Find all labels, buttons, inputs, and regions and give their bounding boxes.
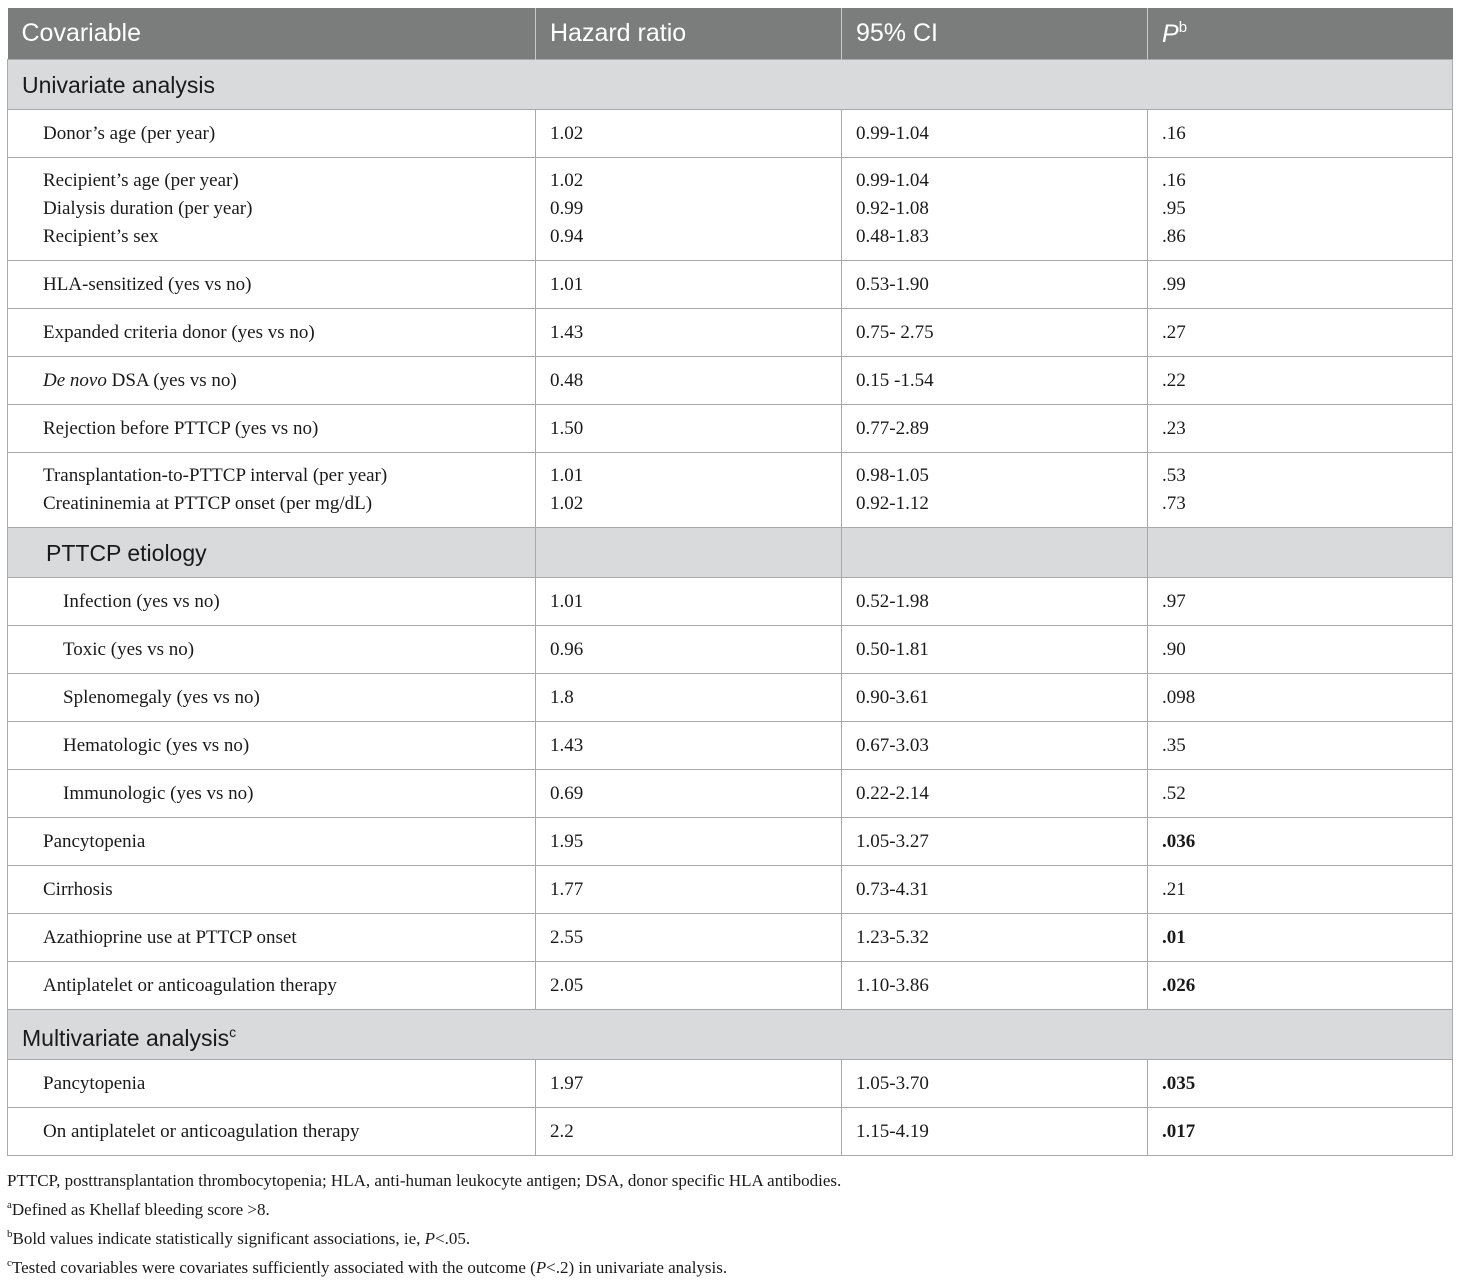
- table-row: [8, 405, 1453, 453]
- footnote-a: [7, 1193, 1452, 1222]
- row-label-group: [8, 453, 536, 528]
- row-ci: 0.48-1.83: [856, 226, 929, 247]
- row-label: Recipient’s sex: [43, 226, 159, 247]
- section-empty-cell: [536, 528, 842, 578]
- header-ci: 95% CI: [842, 8, 1148, 60]
- footnote-c-text-end: <.2) in univariate analysis.: [546, 1258, 728, 1277]
- row-hr: 1.01: [536, 261, 842, 309]
- row-hr: 1.01: [550, 465, 584, 486]
- row-p-group: [1148, 453, 1453, 528]
- header-p-letter: P: [1162, 19, 1179, 48]
- row-p-significant: .036: [1162, 830, 1196, 852]
- footnote-a-text: Defined as Khellaf bleeding score >8.: [11, 1200, 270, 1219]
- row-p-significant: .035: [1162, 1072, 1196, 1094]
- hazard-ratio-table: [7, 8, 1453, 1156]
- row-ci: 0.77-2.89: [842, 405, 1148, 453]
- row-label: Transplantation-to-PTTCP interval (per year): [43, 465, 388, 486]
- footnote-c-mark: c: [7, 1257, 12, 1269]
- row-hr-group: [536, 453, 842, 528]
- footnote-c: [7, 1251, 1452, 1280]
- section-footnote-mark: c: [229, 1023, 237, 1040]
- row-ci: 1.23-5.32: [842, 914, 1148, 962]
- row-label: Pancytopenia: [8, 1060, 536, 1108]
- row-hr: 2.55: [536, 914, 842, 962]
- section-title: [8, 1010, 1453, 1060]
- footnote-b-mark: b: [7, 1228, 13, 1240]
- table-row: [8, 674, 1453, 722]
- header-p: [1148, 8, 1453, 60]
- table-row: [8, 722, 1453, 770]
- section-title: PTTCP etiology: [8, 528, 536, 578]
- section-empty-cell: [842, 528, 1148, 578]
- row-hr: 2.2: [536, 1108, 842, 1156]
- footnote-b-text: Bold values indicate statistically significant associations, ie,: [12, 1229, 425, 1248]
- table-row: [8, 866, 1453, 914]
- header-covariable: Covariable: [8, 8, 536, 60]
- row-p: .90: [1148, 626, 1453, 674]
- row-hr: 0.48: [536, 357, 842, 405]
- section-etiology: [8, 528, 1453, 578]
- row-label: Donor’s age (per year): [8, 110, 536, 158]
- row-p: .16: [1148, 110, 1453, 158]
- row-hr: 0.69: [536, 770, 842, 818]
- row-ci: 1.10-3.86: [842, 962, 1148, 1010]
- row-label: Pancytopenia: [8, 818, 536, 866]
- row-ci: 1.05-3.70: [842, 1060, 1148, 1108]
- row-label-rest: DSA (yes vs no): [106, 369, 237, 391]
- row-hr: 1.8: [536, 674, 842, 722]
- row-ci-group: [842, 158, 1148, 261]
- results-table-container: [7, 8, 1452, 1156]
- row-label: Expanded criteria donor (yes vs no): [8, 309, 536, 357]
- row-hr: 0.96: [536, 626, 842, 674]
- row-label: [8, 357, 536, 405]
- row-ci: 0.92-1.12: [856, 493, 929, 514]
- row-p: [1148, 1108, 1453, 1156]
- row-label: Rejection before PTTCP (yes vs no): [8, 405, 536, 453]
- row-ci: 0.98-1.05: [856, 465, 929, 486]
- row-label: Cirrhosis: [8, 866, 536, 914]
- table-row: [8, 357, 1453, 405]
- row-ci: 0.92-1.08: [856, 198, 929, 219]
- header-row: [8, 8, 1453, 60]
- row-label: On antiplatelet or anticoagulation therapy: [8, 1108, 536, 1156]
- row-p: .098: [1148, 674, 1453, 722]
- row-hr: 2.05: [536, 962, 842, 1010]
- row-p: .23: [1148, 405, 1453, 453]
- row-ci: 0.73-4.31: [842, 866, 1148, 914]
- footnote-c-p: P: [535, 1258, 547, 1277]
- row-label: Recipient’s age (per year): [43, 170, 239, 191]
- row-label-italic: De novo: [43, 369, 107, 391]
- section-title-text: Multivariate analysis: [22, 1024, 230, 1051]
- section-title: Univariate analysis: [8, 60, 1453, 110]
- row-p: .16: [1162, 170, 1186, 191]
- row-p: [1148, 914, 1453, 962]
- row-hr: 1.77: [536, 866, 842, 914]
- footnote-abbreviations: PTTCP, posttransplantation thrombocytopenia; HLA, anti-human leukocyte antigen; DSA, donor specific HLA antibodies.: [7, 1171, 842, 1190]
- row-ci: 1.05-3.27: [842, 818, 1148, 866]
- section-empty-cell: [1148, 528, 1453, 578]
- row-hr: 1.01: [536, 578, 842, 626]
- section-multivariate: [8, 1010, 1453, 1060]
- row-ci: 0.50-1.81: [842, 626, 1148, 674]
- table-row: [8, 261, 1453, 309]
- row-label: Infection (yes vs no): [8, 578, 536, 626]
- row-p: .86: [1162, 226, 1186, 247]
- row-label: Toxic (yes vs no): [8, 626, 536, 674]
- table-row: [8, 914, 1453, 962]
- row-hr: 1.02: [550, 170, 584, 191]
- row-p: .95: [1162, 198, 1186, 219]
- footnote-b-text-end: <.05.: [435, 1229, 471, 1248]
- row-ci: 0.75- 2.75: [842, 309, 1148, 357]
- table-row: [8, 818, 1453, 866]
- row-hr: 1.02: [550, 493, 584, 514]
- row-p-significant: .01: [1162, 926, 1186, 948]
- row-p: [1148, 1060, 1453, 1108]
- row-p: .22: [1148, 357, 1453, 405]
- row-label: Dialysis duration (per year): [43, 198, 253, 219]
- row-ci: 0.22-2.14: [842, 770, 1148, 818]
- row-ci: 0.99-1.04: [842, 110, 1148, 158]
- row-label-group: [8, 158, 536, 261]
- row-ci: 0.99-1.04: [856, 170, 929, 191]
- table-row: [8, 110, 1453, 158]
- row-p: .97: [1148, 578, 1453, 626]
- table-row: [8, 626, 1453, 674]
- row-p: .73: [1162, 493, 1186, 514]
- row-label: Hematologic (yes vs no): [8, 722, 536, 770]
- row-ci: 0.52-1.98: [842, 578, 1148, 626]
- footnote-a-mark: a: [7, 1199, 12, 1211]
- row-ci: 0.53-1.90: [842, 261, 1148, 309]
- row-label: Antiplatelet or anticoagulation therapy: [8, 962, 536, 1010]
- header-p-footnote-mark: b: [1178, 18, 1188, 36]
- row-label: Creatininemia at PTTCP onset (per mg/dL): [43, 493, 373, 514]
- row-ci-group: [842, 453, 1148, 528]
- table-row: [8, 1108, 1453, 1156]
- footnote-b: [7, 1222, 1452, 1251]
- row-label: Immunologic (yes vs no): [8, 770, 536, 818]
- footnote-c-text: Tested covariables were covariates sufficiently associated with the outcome (: [11, 1258, 536, 1277]
- row-label: Azathioprine use at PTTCP onset: [8, 914, 536, 962]
- header-hazard-ratio: Hazard ratio: [536, 8, 842, 60]
- row-ci: 1.15-4.19: [842, 1108, 1148, 1156]
- section-univariate: [8, 60, 1453, 110]
- row-hr: 1.95: [536, 818, 842, 866]
- table-row: [8, 962, 1453, 1010]
- footnote-b-p: P: [424, 1229, 436, 1248]
- row-p: .52: [1148, 770, 1453, 818]
- table-row: [8, 1060, 1453, 1108]
- row-hr: 1.43: [536, 309, 842, 357]
- row-p-significant: .026: [1162, 974, 1196, 996]
- row-p: [1148, 962, 1453, 1010]
- row-p: .99: [1148, 261, 1453, 309]
- table-row: [8, 453, 1453, 528]
- table-footnotes: [7, 1168, 1452, 1280]
- table-row: [8, 309, 1453, 357]
- row-hr: 1.43: [536, 722, 842, 770]
- row-p: .21: [1148, 866, 1453, 914]
- row-hr: 1.02: [536, 110, 842, 158]
- row-hr: 0.99: [550, 198, 584, 219]
- table-row: [8, 158, 1453, 261]
- row-p: [1148, 818, 1453, 866]
- row-hr: 0.94: [550, 226, 584, 247]
- row-ci: 0.90-3.61: [842, 674, 1148, 722]
- row-ci: 0.15 -1.54: [842, 357, 1148, 405]
- row-p-significant: .017: [1162, 1120, 1196, 1142]
- row-hr: 1.97: [536, 1060, 842, 1108]
- row-label: Splenomegaly (yes vs no): [8, 674, 536, 722]
- row-p: .35: [1148, 722, 1453, 770]
- row-hr: 1.50: [536, 405, 842, 453]
- row-ci: 0.67-3.03: [842, 722, 1148, 770]
- row-label: HLA-sensitized (yes vs no): [8, 261, 536, 309]
- row-p-group: [1148, 158, 1453, 261]
- row-p: .53: [1162, 465, 1186, 486]
- row-p: .27: [1148, 309, 1453, 357]
- table-row: [8, 770, 1453, 818]
- row-hr-group: [536, 158, 842, 261]
- table-row: [8, 578, 1453, 626]
